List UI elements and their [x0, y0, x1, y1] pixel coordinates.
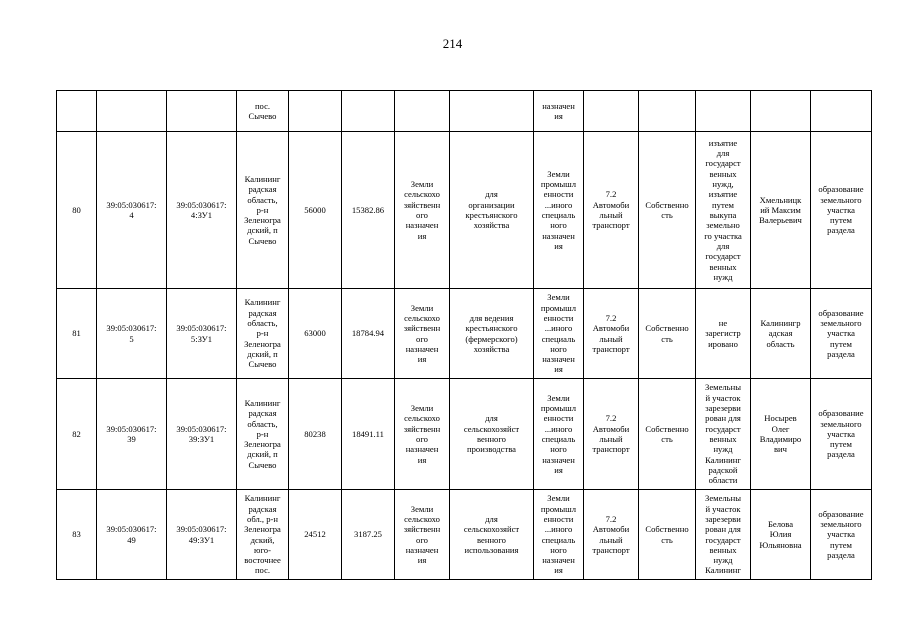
permitted-use-cell: для организации крестьянского хозяйства	[450, 132, 534, 289]
new-plot-number-cell: 39:05:030617: 39:ЗУ1	[167, 379, 237, 490]
table-cell	[395, 91, 450, 132]
table-cell	[696, 91, 751, 132]
encumbrance-cell: изъятие для государст венных нужд, изъятие путем выкупа земельно го участка для государст венных нужд	[696, 132, 751, 289]
right-type-cell: Собственно сть	[639, 379, 696, 490]
new-use-cell: 7.2 Автомоби льный транспорт	[584, 490, 639, 580]
table-row	[57, 289, 872, 379]
land-register-table	[56, 90, 872, 580]
table-cell	[167, 91, 237, 132]
right-type-cell: Собственно сть	[639, 289, 696, 379]
new-plot-number-cell: 39:05:030617: 4:ЗУ1	[167, 132, 237, 289]
cadastral-number-cell: 39:05:030617: 49	[97, 490, 167, 580]
table-cell	[342, 91, 395, 132]
new-category-cell: Земли промышл енности ...иного специаль ного назначен ия	[534, 490, 584, 580]
land-category-cell: Земли сельскохо зяйственн ого назначен ия	[395, 379, 450, 490]
land-category-cell: Земли сельскохо зяйственн ого назначен ия	[395, 490, 450, 580]
address-cell: Калининг радская область, р-н Зеленогра дский, п Сычево	[237, 132, 289, 289]
new-plot-number-cell: 39:05:030617: 5:ЗУ1	[167, 289, 237, 379]
owner-cell: Хмельницк ий Максим Валерьевич	[751, 132, 811, 289]
permitted-use-cell: для сельскохозяйст венного производства	[450, 379, 534, 490]
right-type-cell: Собственно сть	[639, 490, 696, 580]
row-number-cell: 82	[57, 379, 97, 490]
area-cell: 24512	[289, 490, 342, 580]
address-cell: Калининг радская обл., р-н Зеленогра дский, юго- восточнее пос.	[237, 490, 289, 580]
permitted-use-cell: для ведения крестьянского (фермерского) хозяйства	[450, 289, 534, 379]
seized-area-cell: 18784.94	[342, 289, 395, 379]
seized-area-cell: 15382.86	[342, 132, 395, 289]
area-cell: 80238	[289, 379, 342, 490]
table-cell	[450, 91, 534, 132]
address-cell: Калининг радская область, р-н Зеленогра дский, п Сычево	[237, 379, 289, 490]
new-plot-number-cell: 39:05:030617: 49:ЗУ1	[167, 490, 237, 580]
cadastral-number-cell: 39:05:030617: 4	[97, 132, 167, 289]
right-type-cell: Собственно сть	[639, 132, 696, 289]
table-cell	[97, 91, 167, 132]
encumbrance-cell: Земельны й участок зарезерви рован для государст венных нужд Калининг	[696, 490, 751, 580]
formation-method-cell: образование земельного участка путем раздела	[811, 379, 872, 490]
address-cell: Калининг радская область, р-н Зеленогра дский, п Сычево	[237, 289, 289, 379]
seized-area-cell: 3187.25	[342, 490, 395, 580]
formation-method-cell: образование земельного участка путем раздела	[811, 132, 872, 289]
row-number-cell: 83	[57, 490, 97, 580]
new-use-cell: 7.2 Автомоби льный транспорт	[584, 289, 639, 379]
encumbrance-cell: не зарегистр ировано	[696, 289, 751, 379]
seized-area-cell: 18491.11	[342, 379, 395, 490]
table-row	[57, 379, 872, 490]
area-cell: 63000	[289, 289, 342, 379]
table-cell	[57, 91, 97, 132]
new-use-cell: 7.2 Автомоби льный транспорт	[584, 132, 639, 289]
table-cell	[751, 91, 811, 132]
table-cell	[289, 91, 342, 132]
new-category-cell: Земли промышл енности ...иного специаль ного назначен ия	[534, 132, 584, 289]
owner-cell: Носырев Олег Владимиро вич	[751, 379, 811, 490]
table-cell	[639, 91, 696, 132]
owner-cell: Калинингр адская область	[751, 289, 811, 379]
table-cell	[811, 91, 872, 132]
page-number: 214	[442, 36, 463, 51]
table-row	[57, 132, 872, 289]
table-cell	[584, 91, 639, 132]
row-number-cell: 80	[57, 132, 97, 289]
new-category-cell: Земли промышл енности ...иного специаль ного назначен ия	[534, 379, 584, 490]
area-cell: 56000	[289, 132, 342, 289]
land-category-cell: Земли сельскохо зяйственн ого назначен ия	[395, 289, 450, 379]
cadastral-number-cell: 39:05:030617: 39	[97, 379, 167, 490]
table-cell: пос. Сычево	[237, 91, 289, 132]
new-use-cell: 7.2 Автомоби льный транспорт	[584, 379, 639, 490]
row-number-cell: 81	[57, 289, 97, 379]
new-category-cell: Земли промышл енности ...иного специаль ного назначен ия	[534, 289, 584, 379]
table-row	[57, 490, 872, 580]
table-row-continuation	[57, 91, 872, 132]
cadastral-number-cell: 39:05:030617: 5	[97, 289, 167, 379]
formation-method-cell: образование земельного участка путем раздела	[811, 289, 872, 379]
encumbrance-cell: Земельны й участок зарезерви рован для государст венных нужд Калининг радской области	[696, 379, 751, 490]
owner-cell: Белова Юлия Юльяновна	[751, 490, 811, 580]
formation-method-cell: образование земельного участка путем раздела	[811, 490, 872, 580]
permitted-use-cell: для сельскохозяйст венного использования	[450, 490, 534, 580]
table-cell: назначен ия	[534, 91, 584, 132]
land-category-cell: Земли сельскохо зяйственн ого назначен ия	[395, 132, 450, 289]
